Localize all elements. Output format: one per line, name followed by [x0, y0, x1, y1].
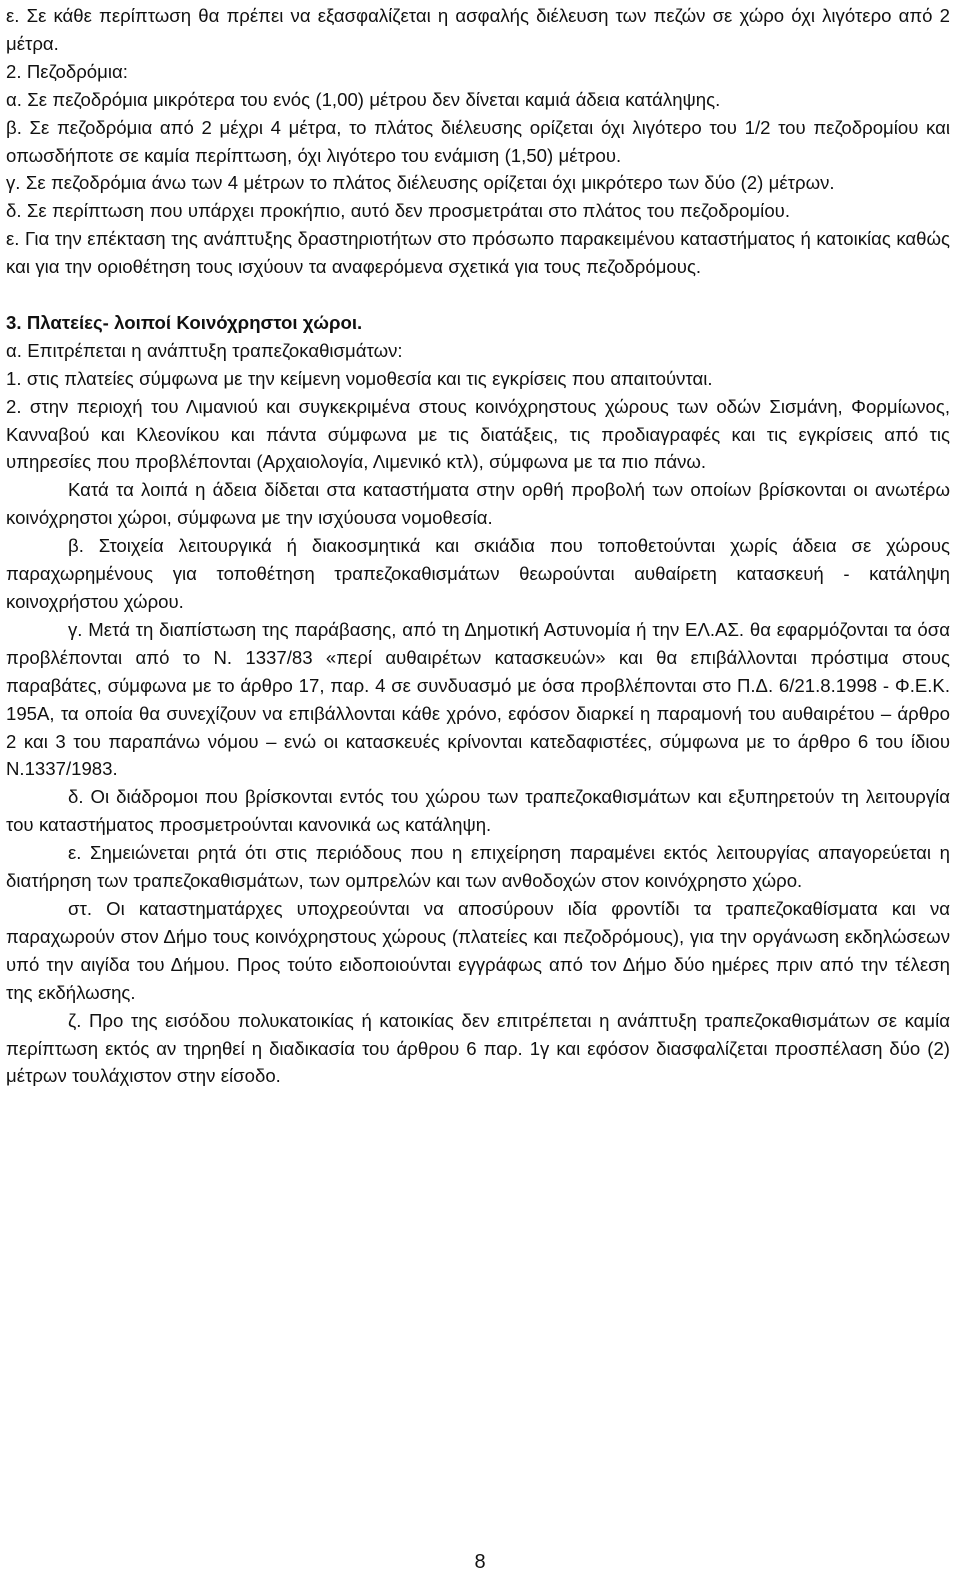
paragraph-2d: δ. Σε περίπτωση που υπάρχει προκήπιο, αυτό δεν προσμετράται στο πλάτος του πεζοδρομίου. [6, 200, 790, 222]
paragraph-2a: α. Σε πεζοδρόμια μικρότερα του ενός (1,00) μέτρου δεν δίνεται καμιά άδεια κατάληψης. [6, 88, 721, 110]
paragraph-3d: δ. Οι διάδρομοι που βρίσκονται εντός του χώρου των τραπεζοκαθισμάτων και εξυπηρετούν τη λειτουργία του καταστήματος προσμετρούνται κανονικά ως κατάληψη. [6, 786, 950, 836]
section-2-heading: 2. Πεζοδρόμια: [6, 60, 128, 82]
paragraph-3a-2: 2. στην περιοχή του Λιμανιού και συγκεκριμένα στους κοινόχρηστους χώρους των οδών Σισμάνη, Φορμίωνος, Κανναβού και Κλεονίκου και πάντα σύμφωνα με τις διατάξεις, τις προδιαγραφές και τις εγκρίσεις από τις υπηρεσίες που προβλέπονται (Αρχαιολογία, Λιμενικό κτλ), σύμφωνα με τα πιο πάνω. [6, 395, 950, 473]
paragraph-2e: ε. Για την επέκταση της ανάπτυξης δραστηριοτήτων στο πρόσωπο παρακειμένου καταστήματος ή κατοικίας καθώς και για την οριοθέτηση τους ισχύουν τα αναφερόμενα σχετικά για τους πεζοδρόμους. [6, 228, 950, 278]
paragraph-3a-1: 1. στις πλατείες σύμφωνα με την κείμενη νομοθεσία και τις εγκρίσεις που απαιτούνται. [6, 367, 713, 389]
paragraph-3e: ε. Σημειώνεται ρητά ότι στις περιόδους που η επιχείρηση παραμένει εκτός λειτουργίας απαγορεύεται η διατήρηση των τραπεζοκαθισμάτων, των ομπρελών και των ανθοδοχών στον κοινόχρηστο χώρο. [6, 842, 950, 892]
paragraph-3c: γ. Μετά τη διαπίστωση της παράβασης, από τη Δημοτική Αστυνομία ή την ΕΛ.ΑΣ. θα εφαρμόζονται τα όσα προβλέπονται από το Ν. 1337/83 «περί αυθαιρέτων κατασκευών» και θα επιβάλλονται πρόστιμα στους παραβάτες, σύμφωνα με το άρθρο 17, παρ. 4 σε συνδυασμό με όσα προβλέπονται στο Π.Δ. 6/21.8.1998 - Φ.Ε.Κ. 195Α, τα οποία θα συνεχίζουν να επιβάλλονται κάθε χρόνο, εφόσον διαρκεί η παραμονή του αυθαιρέτου – άρθρο 2 και 3 του παραπάνω νόμου – ενώ οι κατασκευές κρίνονται κατεδαφιστέες, σύμφωνα με το άρθρο 6 του ίδιου Ν.1337/1983. [6, 618, 950, 780]
paragraph-3st: στ. Οι καταστηματάρχες υποχρεούνται να αποσύρουν ιδία φροντίδι τα τραπεζοκαθίσματα και να παραχωρούν στον Δήμο τους κοινόχρηστους χώρους (πλατείες και πεζοδρόμους), για την οργάνωση εκδηλώσεων υπό την αιγίδα του Δήμου. Προς τούτο ειδοποιούνται εγγράφως από τον Δήμο δύο ημέρες πριν από την τέλεση της εκδήλωσης. [6, 897, 950, 1003]
paragraph-e-pedestrian-passage: ε. Σε κάθε περίπτωση θα πρέπει να εξασφαλίζεται η ασφαλής διέλευση των πεζών σε χώρο όχι λιγότερο από 2 μέτρα. [6, 5, 950, 54]
paragraph-3a-rest: Κατά τα λοιπά η άδεια δίδεται στα καταστήματα στην ορθή προβολή των οποίων βρίσκονται οι ανωτέρω κοινόχρηστοι χώροι, σύμφωνα με την ισχύουσα νομοθεσία. [6, 479, 950, 529]
document-page [6, 2, 950, 1090]
paragraph-3a: α. Επιτρέπεται η ανάπτυξη τραπεζοκαθισμάτων: [6, 339, 403, 361]
paragraph-3b: β. Στοιχεία λειτουργικά ή διακοσμητικά και σκιάδια που τοποθετούνται χωρίς άδεια σε χώρους παραχωρημένους για τοποθέτηση τραπεζοκαθισμάτων θεωρούνται αυθαίρετη κατασκευή - κατάληψη κοινοχρήστου χώρου. [6, 535, 950, 613]
page-number: 8 [474, 1551, 486, 1573]
paragraph-2b: β. Σε πεζοδρόμια από 2 μέχρι 4 μέτρα, το πλάτος διέλευσης ορίζεται όχι λιγότερο του 1/2 του πεζοδρομίου και οπωσδήποτε σε καμία περίπτωση, όχι λιγότερο του ενάμιση (1,50) μέτρου. [6, 116, 950, 166]
paragraph-3z: ζ. Προ της εισόδου πολυκατοικίας ή κατοικίας δεν επιτρέπεται η ανάπτυξη τραπεζοκαθισμάτων σε καμία περίπτωση εκτός αν τηρηθεί η διαδικασία του άρθρου 6 παρ. 1γ και εφόσον διασφαλίζεται προσπέλαση δύο (2) μέτρων τουλάχιστον στην είσοδο. [6, 1009, 950, 1087]
paragraph-2c: γ. Σε πεζοδρόμια άνω των 4 μέτρων το πλάτος διέλευσης ορίζεται όχι μικρότερο των δύο (2) μέτρων. [6, 172, 835, 194]
spacer [6, 281, 950, 309]
section-3-heading: 3. Πλατείες- λοιποί Κοινόχρηστοι χώροι. [6, 311, 363, 333]
